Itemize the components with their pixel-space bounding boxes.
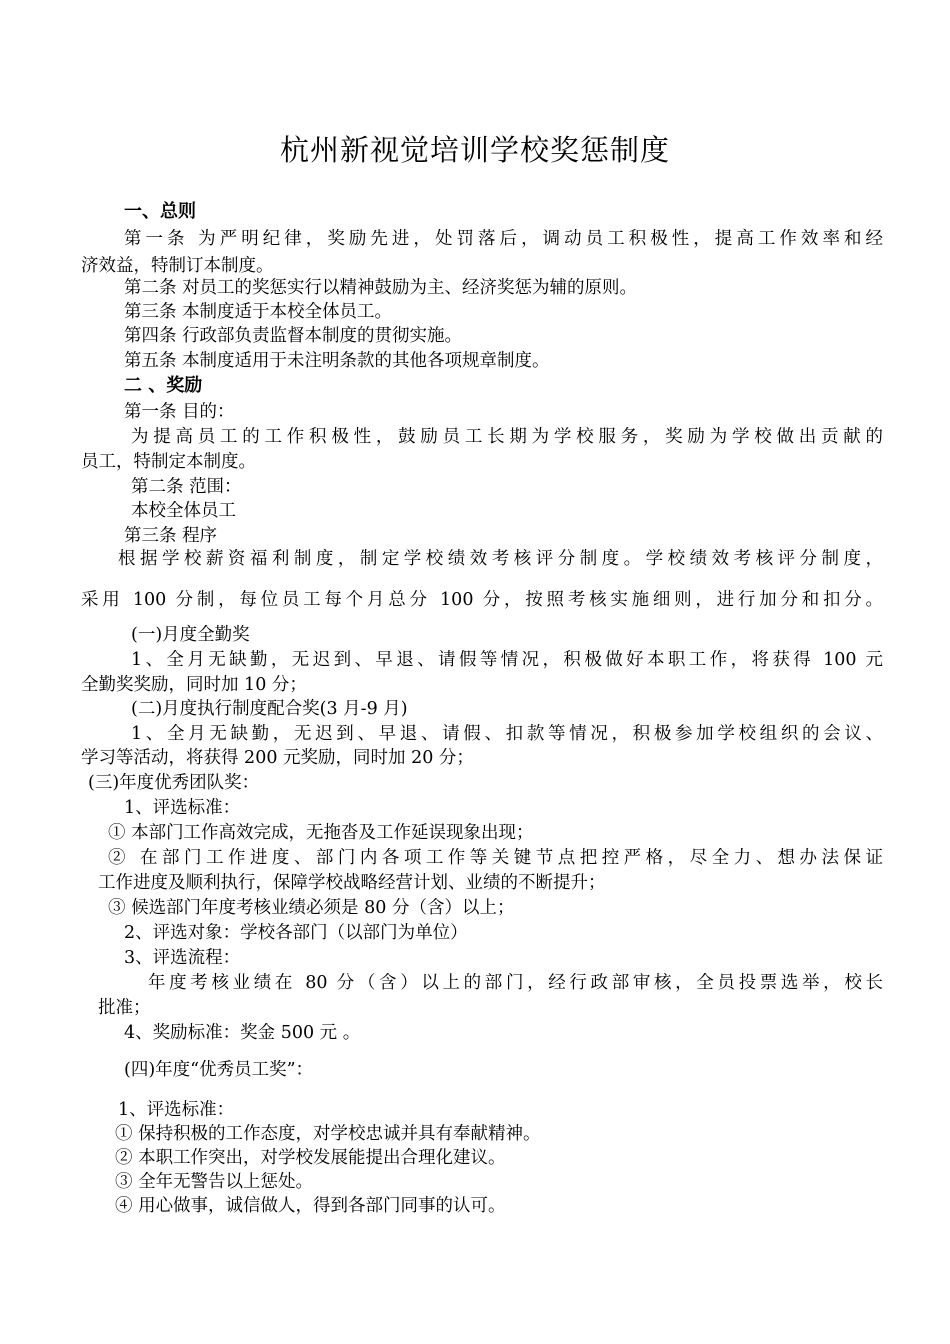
paragraph-line: 3、评选流程： xyxy=(124,948,241,968)
paragraph-line: 学习等活动，将获得 200 元奖励，同时加 20 分； xyxy=(81,748,474,768)
paragraph-line: 1、全月无缺勤，无迟到、早退、请假等情况，积极做好本职工作，将获得 100 元 xyxy=(131,650,883,670)
paragraph-line: 采用 100 分制，每位员工每个月总分 100 分，按照考核实施细则，进行加分和扣分。 xyxy=(81,590,883,610)
paragraph-line: 第二条 对员工的奖惩实行以精神鼓励为主、经济奖惩为辅的原则。 xyxy=(124,278,638,298)
section-heading-general: 一、总则 xyxy=(124,201,196,222)
paragraph-line: 1、评选标准： xyxy=(118,1100,235,1120)
paragraph-line: 第三条 本制度适于本校全体员工。 xyxy=(124,302,393,322)
paragraph-line: 本校全体员工 xyxy=(131,501,236,521)
paragraph-line: ① 本部门工作高效完成，无拖沓及工作延误现象出现； xyxy=(108,823,534,843)
paragraph-line: ② 在部门工作进度、部门内各项工作等关键节点把控严格，尽全力、想办法保证 xyxy=(108,848,883,868)
paragraph-line: ② 本职工作突出，对学校发展能提出合理化建议。 xyxy=(115,1148,506,1168)
paragraph-line: 第一条 为严明纪律，奖励先进，处罚落后，调动员工积极性，提高工作效率和经 xyxy=(124,229,883,249)
paragraph-line: (一)月度全勤奖 xyxy=(131,625,250,645)
paragraph-line: 员工，特制定本制度。 xyxy=(81,452,256,472)
paragraph-line: 1、全月无缺勤，无迟到、早退、请假、扣款等情况，积极参加学校组织的会议、 xyxy=(131,724,883,744)
paragraph-line: 工作进度及顺利执行，保障学校战略经营计划、业绩的不断提升； xyxy=(98,873,606,893)
paragraph-line: 4、奖励标准：奖金 500 元 。 xyxy=(124,1023,361,1043)
paragraph-line: (二)月度执行制度配合奖(3 月-9 月) xyxy=(131,699,408,719)
paragraph-line: 批准； xyxy=(98,998,151,1018)
paragraph-line: 济效益，特制订本制度。 xyxy=(81,256,274,276)
paragraph-line: (四)年度“优秀员工奖”： xyxy=(124,1060,314,1080)
paragraph-line: 第五条 本制度适用于未注明条款的其他各项规章制度。 xyxy=(124,351,550,371)
paragraph-line: ③ 全年无警告以上惩处。 xyxy=(115,1172,314,1192)
paragraph-line: 为提高员工的工作积极性，鼓励员工长期为学校服务，奖励为学校做出贡献的 xyxy=(131,427,883,447)
paragraph-line: ④ 用心做事，诚信做人，得到各部门同事的认可。 xyxy=(115,1196,506,1216)
paragraph-line: ③ 候选部门年度考核业绩必须是 80 分（含）以上； xyxy=(108,898,515,918)
paragraph-line: 第三条 程序 xyxy=(124,526,218,546)
paragraph-line: 第四条 行政部负责监督本制度的贯彻实施。 xyxy=(124,326,463,346)
paragraph-line: ① 保持积极的工作态度，对学校忠诚并具有奉献精神。 xyxy=(115,1124,541,1144)
paragraph-line: 根据学校薪资福利制度，制定学校绩效考核评分制度。学校绩效考核评分制度， xyxy=(118,549,883,569)
paragraph-line: (三)年度优秀团队奖： xyxy=(88,773,260,793)
paragraph-line: 第一条 目的： xyxy=(124,402,235,422)
document-title: 杭州新视觉培训学校奖惩制度 xyxy=(279,133,670,167)
paragraph-line: 第二条 范围： xyxy=(131,477,242,497)
paragraph-line: 全勤奖奖励，同时加 10 分； xyxy=(81,675,307,695)
paragraph-line: 1、评选标准： xyxy=(124,798,241,818)
paragraph-line: 2、评选对象：学校各部门（以部门为单位） xyxy=(124,923,468,943)
section-heading-rewards: 二 、奖励 xyxy=(124,375,203,396)
paragraph-line: 年度考核业绩在 80 分（含）以上的部门，经行政部审核，全员投票选举，校长 xyxy=(148,973,883,993)
